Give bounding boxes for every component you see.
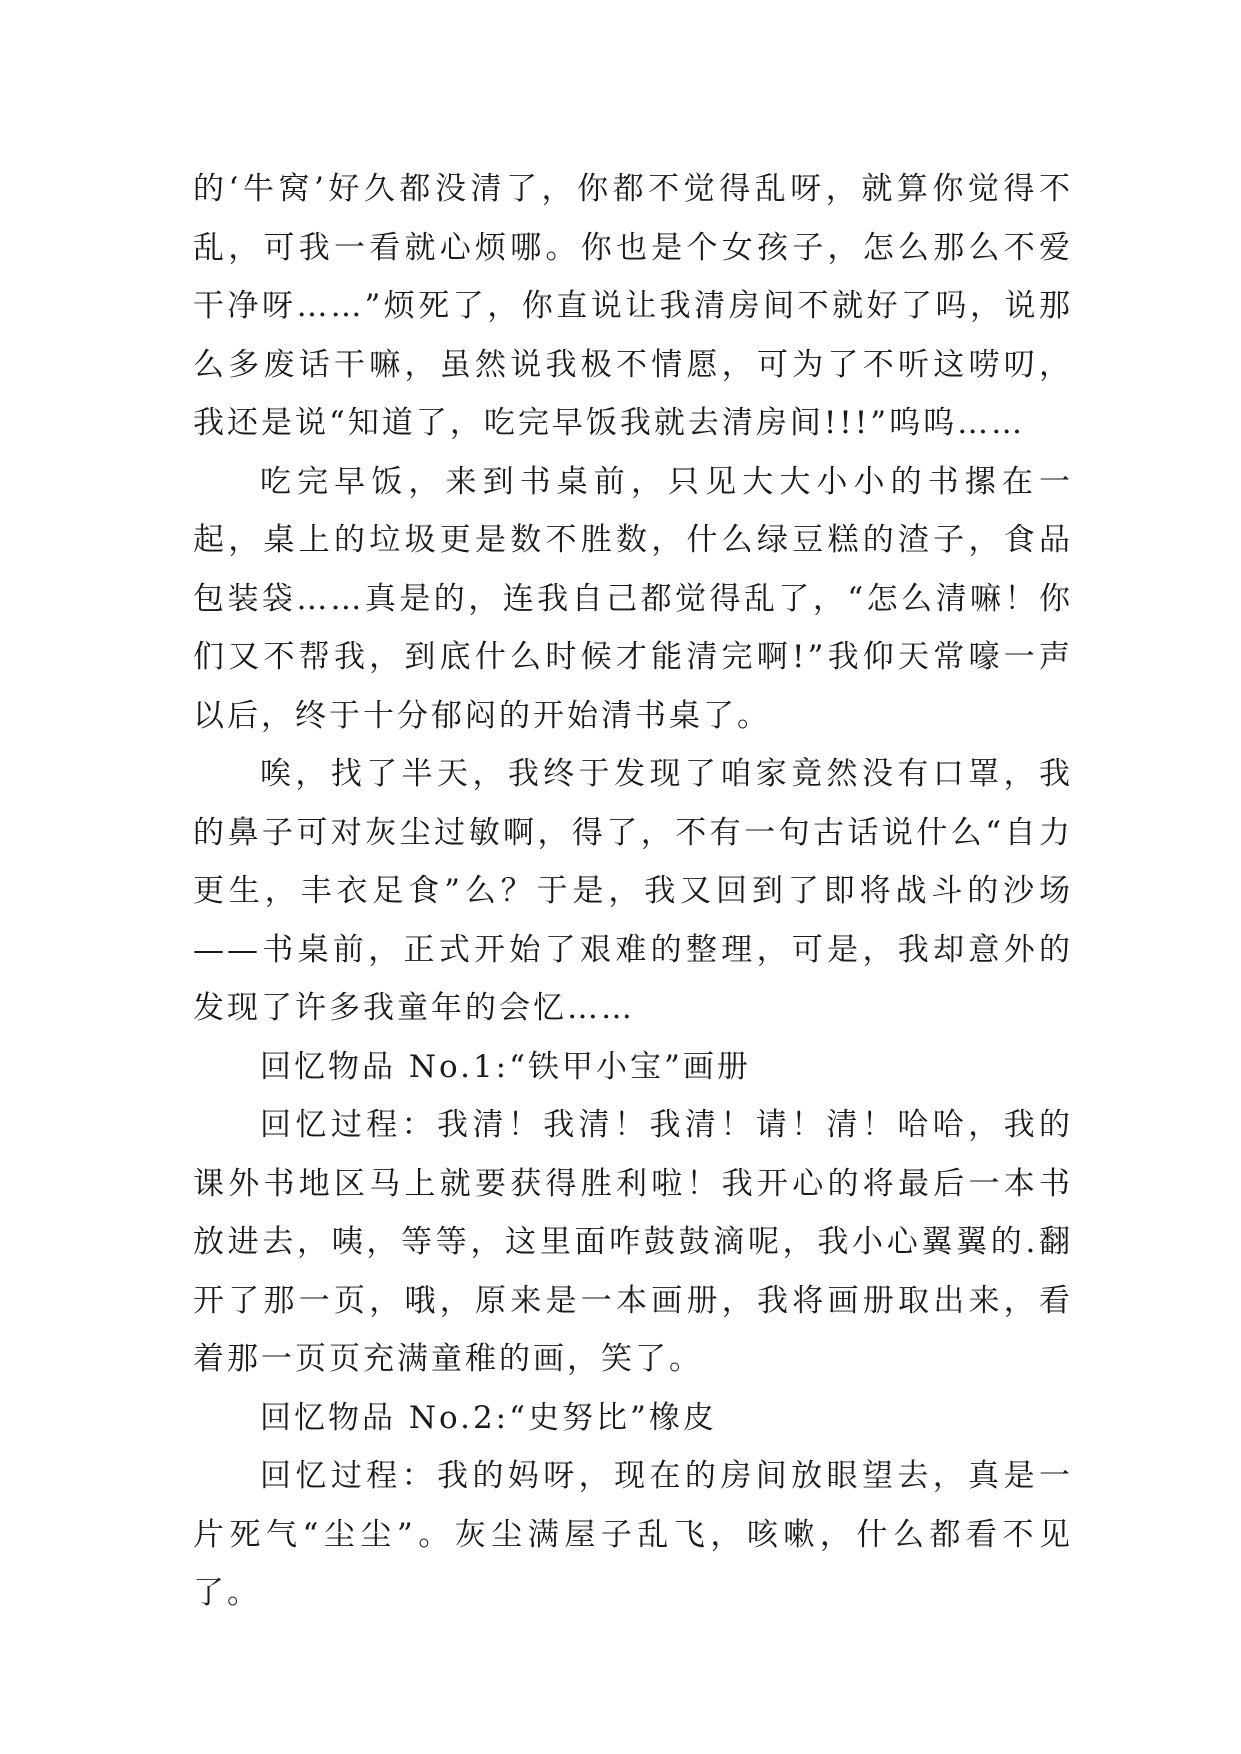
paragraph-3: 唉，找了半天，我终于发现了咱家竟然没有口罩，我的鼻子可对灰尘过敏啊，得了，不有一句古话说什么“自力更生，丰衣足食”么？于是，我又回到了即将战斗的沙场——书桌前，正式开始了艰难的整理，可是，我却意外的发现了许多我童年的会忆…… <box>193 756 1073 1026</box>
paragraph-memory-item-2-title: 回忆物品 No.2:“史努比”橡皮 <box>260 1399 717 1436</box>
paragraph-memory-item-2-process: 回忆过程：我的妈呀，现在的房间放眼望去，真是一片死气“尘尘”。灰尘满屋子乱飞，咳嗽，什么都看不见了。 <box>193 1458 1073 1611</box>
paragraph-2: 吃完早饭，来到书桌前，只见大大小小的书摞在一起，桌上的垃圾更是数不胜数，什么绿豆糕的渣子，食品包装袋……真是的，连我自己都觉得乱了，“怎么清嘛！你们又不帮我，到底什么时候才能清完啊!”我仰天常嚎一声以后，终于十分郁闷的开始清书桌了。 <box>193 463 1073 734</box>
paragraph-memory-item-1-title: 回忆物品 No.1:“铁甲小宝”画册 <box>260 1048 751 1085</box>
document-body <box>193 160 1073 1623</box>
paragraph-1: 的‘牛窝’好久都没清了，你都不觉得乱呀，就算你觉得不乱，可我一看就心烦哪。你也是个女孩子，怎么那么不爱干净呀……”烦死了，你直说让我清房间不就好了吗，说那么多废话干嘛，虽然说我极不情愿，可为了不听这唠叨，我还是说“知道了，吃完早饭我就去清房间!!!”呜呜…… <box>193 171 1073 441</box>
paragraph-memory-item-1-process: 回忆过程：我清！我清！我清！请！清！哈哈，我的课外书地区马上就要获得胜利啦！我开心的将最后一本书放进去，咦，等等，这里面咋鼓鼓滴呢，我小心翼翼的.翻开了那一页，哦，原来是一本画册，我将画册取出来，看着那一页页充满童稚的画，笑了。 <box>193 1107 1073 1377</box>
